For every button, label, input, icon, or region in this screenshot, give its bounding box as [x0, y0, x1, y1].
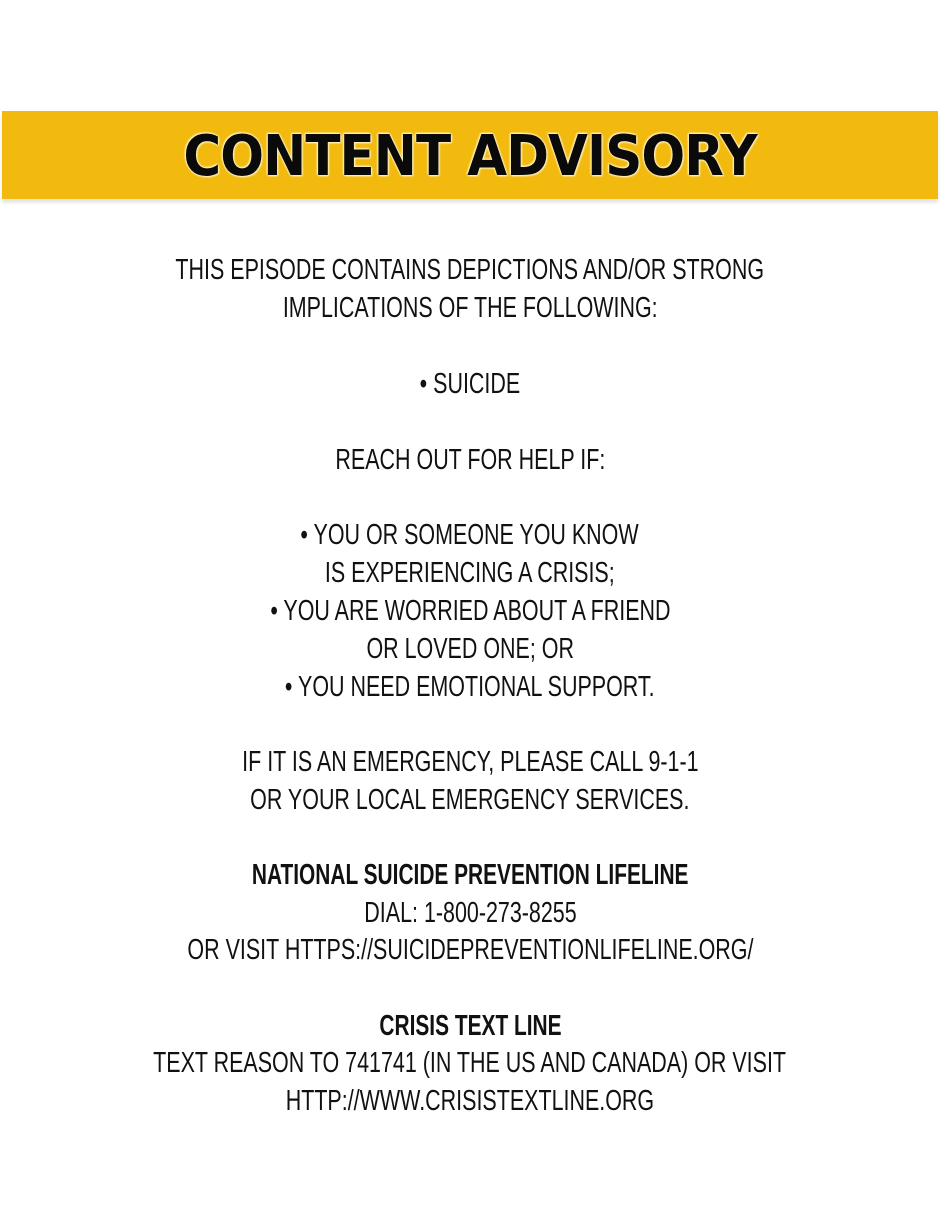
advisory-banner [2, 111, 938, 199]
lifeline-name-text: NATIONAL SUICIDE PREVENTION LIFELINE [251, 859, 689, 891]
help-line-text: OR LOVED ONE; OR [366, 633, 574, 665]
help-line [0, 556, 940, 590]
crisis-text-name [0, 1009, 940, 1043]
banner-title: CONTENT ADVISORY [183, 124, 757, 189]
emergency-line-text: IF IT IS AN EMERGENCY, PLEASE CALL 9-1-1 [241, 746, 699, 778]
emergency-line [0, 783, 940, 817]
help-line [0, 632, 940, 666]
help-heading [0, 443, 940, 477]
lifeline-dial [0, 896, 940, 930]
crisis-text-instructions [0, 1046, 940, 1080]
help-line [0, 518, 940, 552]
topic-item [0, 367, 940, 401]
intro-line-text: IMPLICATIONS OF THE FOLLOWING: [282, 292, 658, 324]
help-line-text: • YOU OR SOMEONE YOU KNOW [300, 519, 640, 551]
emergency-line-text: OR YOUR LOCAL EMERGENCY SERVICES. [250, 784, 690, 816]
crisis-text-name-text: CRISIS TEXT LINE [378, 1010, 562, 1042]
lifeline-visit-text: OR VISIT HTTPS://SUICIDEPREVENTIONLIFELINE.ORG/ [186, 934, 754, 966]
help-line [0, 670, 940, 704]
lifeline-name [0, 858, 940, 892]
lifeline-dial-text: DIAL: 1-800-273-8255 [363, 897, 577, 929]
crisis-text-url [0, 1084, 940, 1118]
crisis-text-instructions-text: TEXT REASON TO 741741 (IN THE US AND CANADA) OR VISIT [153, 1047, 787, 1079]
help-line-text: • YOU ARE WORRIED ABOUT A FRIEND [269, 595, 671, 627]
intro-line-text: THIS EPISODE CONTAINS DEPICTIONS AND/OR STRONG [175, 254, 765, 286]
help-line-text: • YOU NEED EMOTIONAL SUPPORT. [285, 671, 655, 703]
intro-line [0, 291, 940, 325]
topic-item-text: • SUICIDE [419, 368, 521, 400]
emergency-line [0, 745, 940, 779]
help-line [0, 594, 940, 628]
help-heading-text: REACH OUT FOR HELP IF: [335, 444, 605, 476]
help-line-text: IS EXPERIENCING A CRISIS; [325, 557, 615, 589]
intro-line [0, 253, 940, 287]
crisis-text-url-text: HTTP://WWW.CRISISTEXTLINE.ORG [285, 1085, 655, 1117]
lifeline-visit [0, 933, 940, 967]
